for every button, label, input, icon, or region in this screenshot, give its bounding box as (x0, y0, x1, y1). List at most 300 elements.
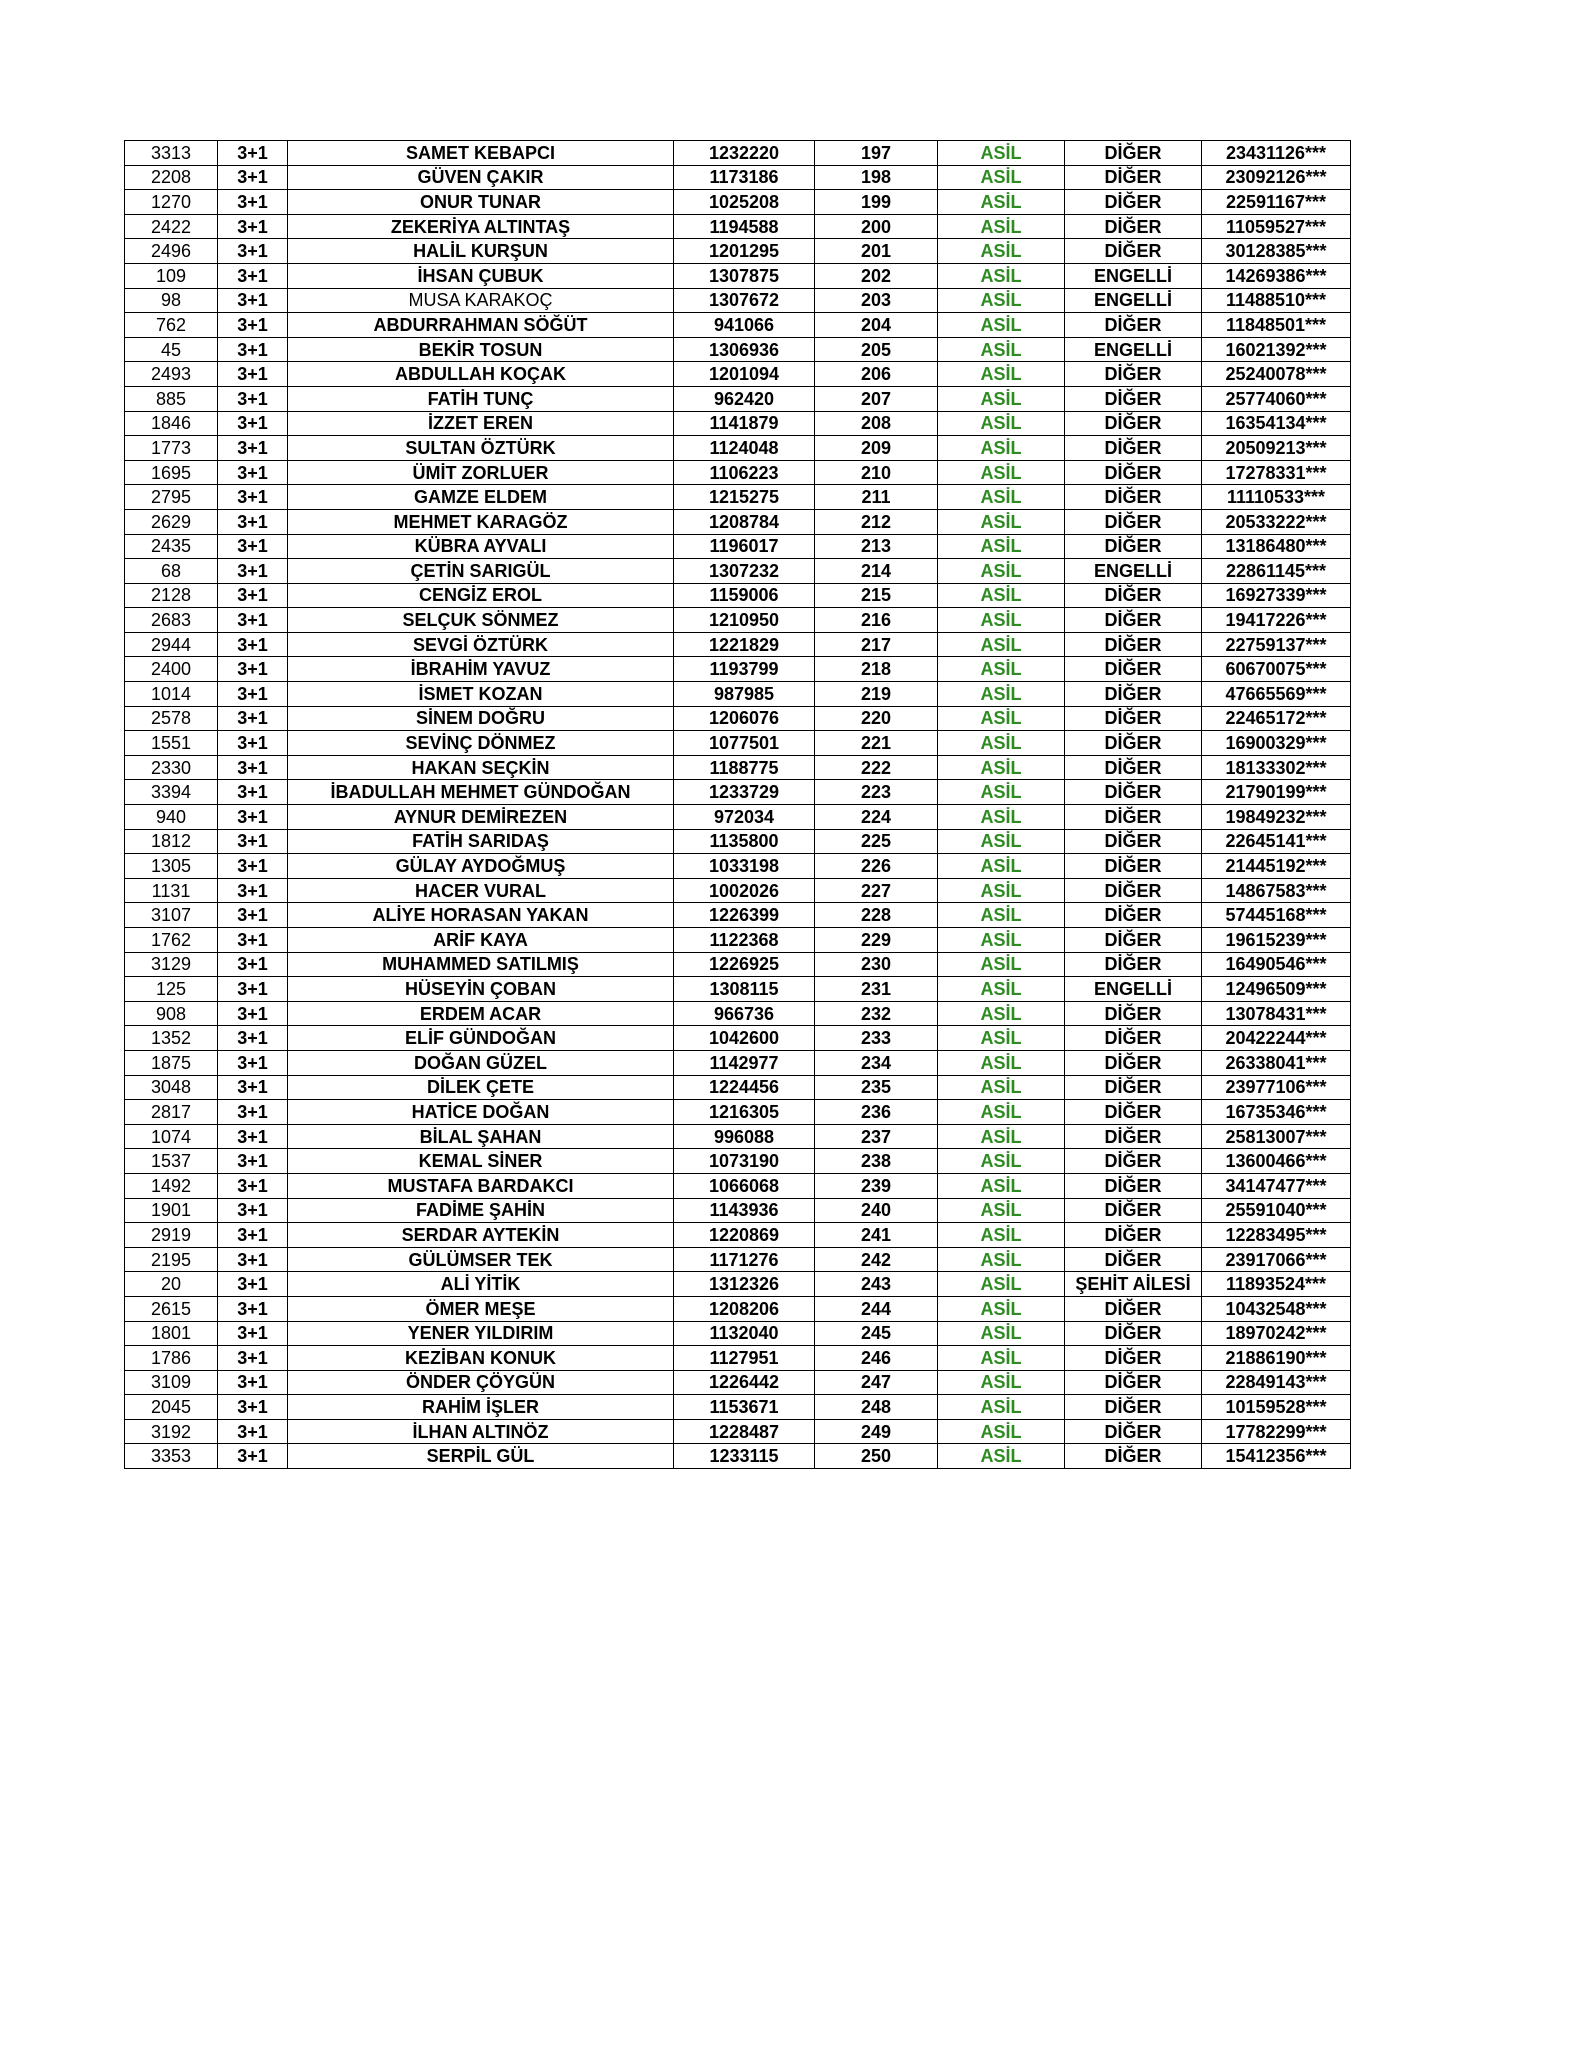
unit-type-cell: 3+1 (218, 1026, 288, 1051)
status-cell: ASİL (938, 165, 1065, 190)
sira-no-cell: 3313 (125, 141, 218, 166)
unit-type-cell: 3+1 (218, 657, 288, 682)
status-cell: ASİL (938, 509, 1065, 534)
order-no-cell: 210 (815, 460, 938, 485)
id-no-cell: 19417226*** (1202, 608, 1351, 633)
application-no-cell: 987985 (674, 682, 815, 707)
id-no-cell: 10432548*** (1202, 1296, 1351, 1321)
unit-type-cell: 3+1 (218, 977, 288, 1002)
sira-no-cell: 109 (125, 263, 218, 288)
name-cell: SEVGİ ÖZTÜRK (288, 632, 674, 657)
order-no-cell: 215 (815, 583, 938, 608)
id-no-cell: 22591167*** (1202, 190, 1351, 215)
order-no-cell: 245 (815, 1321, 938, 1346)
unit-type-cell: 3+1 (218, 1223, 288, 1248)
unit-type-cell: 3+1 (218, 903, 288, 928)
table-row (125, 1444, 1351, 1469)
quota-cell: DİĞER (1065, 509, 1202, 534)
sira-no-cell: 68 (125, 559, 218, 584)
quota-cell: DİĞER (1065, 411, 1202, 436)
application-no-cell: 1188775 (674, 755, 815, 780)
application-no-cell: 1226399 (674, 903, 815, 928)
unit-type-cell: 3+1 (218, 239, 288, 264)
order-no-cell: 248 (815, 1395, 938, 1420)
status-cell: ASİL (938, 288, 1065, 313)
unit-type-cell: 3+1 (218, 1075, 288, 1100)
name-cell: KÜBRA AYVALI (288, 534, 674, 559)
quota-cell: DİĞER (1065, 1346, 1202, 1371)
unit-type-cell: 3+1 (218, 141, 288, 166)
application-no-cell: 1033198 (674, 854, 815, 879)
order-no-cell: 209 (815, 436, 938, 461)
status-cell: ASİL (938, 952, 1065, 977)
status-cell: ASİL (938, 1100, 1065, 1125)
order-no-cell: 249 (815, 1419, 938, 1444)
unit-type-cell: 3+1 (218, 632, 288, 657)
id-no-cell: 21445192*** (1202, 854, 1351, 879)
unit-type-cell: 3+1 (218, 731, 288, 756)
unit-type-cell: 3+1 (218, 1100, 288, 1125)
quota-cell: DİĞER (1065, 1395, 1202, 1420)
name-cell: MUSTAFA BARDAKCI (288, 1173, 674, 1198)
id-no-cell: 47665569*** (1202, 682, 1351, 707)
id-no-cell: 19615239*** (1202, 928, 1351, 953)
order-no-cell: 212 (815, 509, 938, 534)
table-row (125, 755, 1351, 780)
id-no-cell: 22465172*** (1202, 706, 1351, 731)
quota-cell: DİĞER (1065, 1001, 1202, 1026)
quota-cell: DİĞER (1065, 854, 1202, 879)
status-cell: ASİL (938, 263, 1065, 288)
quota-cell: DİĞER (1065, 1124, 1202, 1149)
name-cell: İSMET KOZAN (288, 682, 674, 707)
sira-no-cell: 1846 (125, 411, 218, 436)
name-cell: SAMET KEBAPCI (288, 141, 674, 166)
id-no-cell: 23431126*** (1202, 141, 1351, 166)
table-body (125, 141, 1351, 1469)
quota-cell: DİĞER (1065, 239, 1202, 264)
status-cell: ASİL (938, 583, 1065, 608)
status-cell: ASİL (938, 706, 1065, 731)
status-cell: ASİL (938, 1050, 1065, 1075)
id-no-cell: 25240078*** (1202, 362, 1351, 387)
application-no-cell: 1127951 (674, 1346, 815, 1371)
application-no-cell: 1208206 (674, 1296, 815, 1321)
table-row (125, 436, 1351, 461)
unit-type-cell: 3+1 (218, 780, 288, 805)
application-no-cell: 1306936 (674, 337, 815, 362)
application-no-cell: 1073190 (674, 1149, 815, 1174)
application-no-cell: 1142977 (674, 1050, 815, 1075)
unit-type-cell: 3+1 (218, 829, 288, 854)
unit-type-cell: 3+1 (218, 559, 288, 584)
table-row (125, 1075, 1351, 1100)
unit-type-cell: 3+1 (218, 386, 288, 411)
id-no-cell: 25591040*** (1202, 1198, 1351, 1223)
quota-cell: DİĞER (1065, 362, 1202, 387)
application-no-cell: 1233115 (674, 1444, 815, 1469)
quota-cell: DİĞER (1065, 1247, 1202, 1272)
name-cell: GÜLÜMSER TEK (288, 1247, 674, 1272)
quota-cell: DİĞER (1065, 1149, 1202, 1174)
name-cell: İBRAHİM YAVUZ (288, 657, 674, 682)
application-no-cell: 1206076 (674, 706, 815, 731)
application-no-cell: 1025208 (674, 190, 815, 215)
sira-no-cell: 3353 (125, 1444, 218, 1469)
name-cell: FATİH SARIDAŞ (288, 829, 674, 854)
unit-type-cell: 3+1 (218, 313, 288, 338)
id-no-cell: 16354134*** (1202, 411, 1351, 436)
sira-no-cell: 3129 (125, 952, 218, 977)
id-no-cell: 12496509*** (1202, 977, 1351, 1002)
table-row (125, 952, 1351, 977)
application-no-cell: 1201295 (674, 239, 815, 264)
unit-type-cell: 3+1 (218, 1419, 288, 1444)
unit-type-cell: 3+1 (218, 608, 288, 633)
application-no-cell: 1216305 (674, 1100, 815, 1125)
id-no-cell: 14867583*** (1202, 878, 1351, 903)
status-cell: ASİL (938, 632, 1065, 657)
application-no-cell: 1124048 (674, 436, 815, 461)
sira-no-cell: 1801 (125, 1321, 218, 1346)
name-cell: MEHMET KARAGÖZ (288, 509, 674, 534)
unit-type-cell: 3+1 (218, 534, 288, 559)
name-cell: BEKİR TOSUN (288, 337, 674, 362)
table-row (125, 1346, 1351, 1371)
quota-cell: DİĞER (1065, 534, 1202, 559)
id-no-cell: 21790199*** (1202, 780, 1351, 805)
application-no-cell: 1153671 (674, 1395, 815, 1420)
sira-no-cell: 20 (125, 1272, 218, 1297)
unit-type-cell: 3+1 (218, 288, 288, 313)
application-no-cell: 1228487 (674, 1419, 815, 1444)
sira-no-cell: 2944 (125, 632, 218, 657)
table-row (125, 1419, 1351, 1444)
quota-cell: DİĞER (1065, 928, 1202, 953)
sira-no-cell: 3048 (125, 1075, 218, 1100)
table-row (125, 878, 1351, 903)
sira-no-cell: 1492 (125, 1173, 218, 1198)
table-row (125, 141, 1351, 166)
unit-type-cell: 3+1 (218, 1444, 288, 1469)
unit-type-cell: 3+1 (218, 1198, 288, 1223)
name-cell: HÜSEYİN ÇOBAN (288, 977, 674, 1002)
status-cell: ASİL (938, 239, 1065, 264)
sira-no-cell: 2493 (125, 362, 218, 387)
name-cell: ZEKERİYA ALTINTAŞ (288, 214, 674, 239)
status-cell: ASİL (938, 1124, 1065, 1149)
id-no-cell: 11110533*** (1202, 485, 1351, 510)
table-row (125, 854, 1351, 879)
status-cell: ASİL (938, 1026, 1065, 1051)
id-no-cell: 19849232*** (1202, 805, 1351, 830)
id-no-cell: 10159528*** (1202, 1395, 1351, 1420)
unit-type-cell: 3+1 (218, 682, 288, 707)
id-no-cell: 16735346*** (1202, 1100, 1351, 1125)
unit-type-cell: 3+1 (218, 362, 288, 387)
application-no-cell: 1312326 (674, 1272, 815, 1297)
sira-no-cell: 2195 (125, 1247, 218, 1272)
status-cell: ASİL (938, 829, 1065, 854)
status-cell: ASİL (938, 878, 1065, 903)
sira-no-cell: 1537 (125, 1149, 218, 1174)
id-no-cell: 20422244*** (1202, 1026, 1351, 1051)
sira-no-cell: 2578 (125, 706, 218, 731)
order-no-cell: 222 (815, 755, 938, 780)
status-cell: ASİL (938, 903, 1065, 928)
table-row (125, 977, 1351, 1002)
quota-cell: DİĞER (1065, 313, 1202, 338)
sira-no-cell: 1875 (125, 1050, 218, 1075)
status-cell: ASİL (938, 1444, 1065, 1469)
name-cell: KEZİBAN KONUK (288, 1346, 674, 1371)
order-no-cell: 197 (815, 141, 938, 166)
order-no-cell: 205 (815, 337, 938, 362)
order-no-cell: 208 (815, 411, 938, 436)
name-cell: ALİYE HORASAN YAKAN (288, 903, 674, 928)
order-no-cell: 199 (815, 190, 938, 215)
table-row (125, 534, 1351, 559)
table-row (125, 1272, 1351, 1297)
name-cell: SEVİNÇ DÖNMEZ (288, 731, 674, 756)
name-cell: AYNUR DEMİREZEN (288, 805, 674, 830)
application-no-cell: 962420 (674, 386, 815, 411)
order-no-cell: 228 (815, 903, 938, 928)
order-no-cell: 242 (815, 1247, 938, 1272)
name-cell: SİNEM DOĞRU (288, 706, 674, 731)
unit-type-cell: 3+1 (218, 1321, 288, 1346)
name-cell: ELİF GÜNDOĞAN (288, 1026, 674, 1051)
id-no-cell: 11059527*** (1202, 214, 1351, 239)
sira-no-cell: 3394 (125, 780, 218, 805)
name-cell: GAMZE ELDEM (288, 485, 674, 510)
unit-type-cell: 3+1 (218, 1124, 288, 1149)
status-cell: ASİL (938, 731, 1065, 756)
name-cell: ALİ YİTİK (288, 1272, 674, 1297)
status-cell: ASİL (938, 313, 1065, 338)
name-cell: SERDAR AYTEKİN (288, 1223, 674, 1248)
name-cell: ÖNDER ÇÖYGÜN (288, 1370, 674, 1395)
id-no-cell: 11893524*** (1202, 1272, 1351, 1297)
status-cell: ASİL (938, 1001, 1065, 1026)
id-no-cell: 15412356*** (1202, 1444, 1351, 1469)
table-row (125, 337, 1351, 362)
table-row (125, 928, 1351, 953)
quota-cell: DİĞER (1065, 1173, 1202, 1198)
order-no-cell: 201 (815, 239, 938, 264)
table-row (125, 805, 1351, 830)
application-no-cell: 1194588 (674, 214, 815, 239)
status-cell: ASİL (938, 854, 1065, 879)
table-row (125, 313, 1351, 338)
order-no-cell: 224 (815, 805, 938, 830)
quota-cell: DİĞER (1065, 903, 1202, 928)
status-cell: ASİL (938, 1296, 1065, 1321)
sira-no-cell: 2629 (125, 509, 218, 534)
sira-no-cell: 2919 (125, 1223, 218, 1248)
order-no-cell: 231 (815, 977, 938, 1002)
id-no-cell: 12283495*** (1202, 1223, 1351, 1248)
unit-type-cell: 3+1 (218, 1173, 288, 1198)
order-no-cell: 200 (815, 214, 938, 239)
application-no-cell: 1221829 (674, 632, 815, 657)
application-no-cell: 1143936 (674, 1198, 815, 1223)
order-no-cell: 250 (815, 1444, 938, 1469)
quota-cell: DİĞER (1065, 1321, 1202, 1346)
quota-cell: DİĞER (1065, 485, 1202, 510)
application-no-cell: 1208784 (674, 509, 815, 534)
status-cell: ASİL (938, 780, 1065, 805)
quota-cell: ENGELLİ (1065, 263, 1202, 288)
status-cell: ASİL (938, 805, 1065, 830)
sira-no-cell: 1305 (125, 854, 218, 879)
quota-cell: DİĞER (1065, 1100, 1202, 1125)
sira-no-cell: 2400 (125, 657, 218, 682)
sira-no-cell: 3192 (125, 1419, 218, 1444)
name-cell: İLHAN ALTINÖZ (288, 1419, 674, 1444)
quota-cell: DİĞER (1065, 1026, 1202, 1051)
id-no-cell: 23977106*** (1202, 1075, 1351, 1100)
table-row (125, 608, 1351, 633)
application-no-cell: 1173186 (674, 165, 815, 190)
quota-cell: DİĞER (1065, 829, 1202, 854)
sira-no-cell: 98 (125, 288, 218, 313)
status-cell: ASİL (938, 214, 1065, 239)
status-cell: ASİL (938, 141, 1065, 166)
application-no-cell: 1106223 (674, 460, 815, 485)
status-cell: ASİL (938, 436, 1065, 461)
table-row (125, 239, 1351, 264)
status-cell: ASİL (938, 485, 1065, 510)
id-no-cell: 60670075*** (1202, 657, 1351, 682)
unit-type-cell: 3+1 (218, 485, 288, 510)
quota-cell: DİĞER (1065, 682, 1202, 707)
order-no-cell: 220 (815, 706, 938, 731)
id-no-cell: 16927339*** (1202, 583, 1351, 608)
results-table (124, 140, 1351, 1469)
quota-cell: DİĞER (1065, 878, 1202, 903)
table-row (125, 263, 1351, 288)
status-cell: ASİL (938, 534, 1065, 559)
table-row (125, 780, 1351, 805)
table-row (125, 903, 1351, 928)
application-no-cell: 1193799 (674, 657, 815, 682)
order-no-cell: 230 (815, 952, 938, 977)
order-no-cell: 237 (815, 1124, 938, 1149)
name-cell: GÜLAY AYDOĞMUŞ (288, 854, 674, 879)
table-row (125, 1050, 1351, 1075)
sira-no-cell: 1131 (125, 878, 218, 903)
unit-type-cell: 3+1 (218, 1050, 288, 1075)
table-row (125, 1321, 1351, 1346)
order-no-cell: 225 (815, 829, 938, 854)
name-cell: ERDEM ACAR (288, 1001, 674, 1026)
status-cell: ASİL (938, 1272, 1065, 1297)
quota-cell: DİĞER (1065, 1223, 1202, 1248)
sira-no-cell: 2330 (125, 755, 218, 780)
table-row (125, 1100, 1351, 1125)
sira-no-cell: 1014 (125, 682, 218, 707)
unit-type-cell: 3+1 (218, 1149, 288, 1174)
sira-no-cell: 3109 (125, 1370, 218, 1395)
quota-cell: DİĞER (1065, 583, 1202, 608)
quota-cell: ENGELLİ (1065, 288, 1202, 313)
application-no-cell: 1210950 (674, 608, 815, 633)
sira-no-cell: 3107 (125, 903, 218, 928)
table-row (125, 460, 1351, 485)
order-no-cell: 234 (815, 1050, 938, 1075)
application-no-cell: 1135800 (674, 829, 815, 854)
id-no-cell: 23917066*** (1202, 1247, 1351, 1272)
table-row (125, 1001, 1351, 1026)
status-cell: ASİL (938, 386, 1065, 411)
id-no-cell: 34147477*** (1202, 1173, 1351, 1198)
status-cell: ASİL (938, 682, 1065, 707)
name-cell: HALİL KURŞUN (288, 239, 674, 264)
name-cell: ÇETİN SARIGÜL (288, 559, 674, 584)
name-cell: RAHİM İŞLER (288, 1395, 674, 1420)
unit-type-cell: 3+1 (218, 337, 288, 362)
status-cell: ASİL (938, 1173, 1065, 1198)
unit-type-cell: 3+1 (218, 952, 288, 977)
status-cell: ASİL (938, 1321, 1065, 1346)
status-cell: ASİL (938, 1149, 1065, 1174)
name-cell: İHSAN ÇUBUK (288, 263, 674, 288)
quota-cell: DİĞER (1065, 706, 1202, 731)
order-no-cell: 206 (815, 362, 938, 387)
quota-cell: DİĞER (1065, 632, 1202, 657)
table-row (125, 559, 1351, 584)
status-cell: ASİL (938, 928, 1065, 953)
name-cell: YENER YILDIRIM (288, 1321, 674, 1346)
application-no-cell: 1077501 (674, 731, 815, 756)
id-no-cell: 21886190*** (1202, 1346, 1351, 1371)
quota-cell: DİĞER (1065, 1075, 1202, 1100)
name-cell: DİLEK ÇETE (288, 1075, 674, 1100)
sira-no-cell: 908 (125, 1001, 218, 1026)
table-row (125, 682, 1351, 707)
application-no-cell: 1201094 (674, 362, 815, 387)
unit-type-cell: 3+1 (218, 854, 288, 879)
quota-cell: ENGELLİ (1065, 977, 1202, 1002)
order-no-cell: 233 (815, 1026, 938, 1051)
quota-cell: DİĞER (1065, 1198, 1202, 1223)
quota-cell: DİĞER (1065, 805, 1202, 830)
name-cell: ÖMER MEŞE (288, 1296, 674, 1321)
quota-cell: DİĞER (1065, 1370, 1202, 1395)
status-cell: ASİL (938, 559, 1065, 584)
quota-cell: DİĞER (1065, 1050, 1202, 1075)
application-no-cell: 1226442 (674, 1370, 815, 1395)
name-cell: HACER VURAL (288, 878, 674, 903)
name-cell: ABDULLAH KOÇAK (288, 362, 674, 387)
table-row (125, 1173, 1351, 1198)
id-no-cell: 18970242*** (1202, 1321, 1351, 1346)
sira-no-cell: 2615 (125, 1296, 218, 1321)
application-no-cell: 996088 (674, 1124, 815, 1149)
id-no-cell: 13186480*** (1202, 534, 1351, 559)
order-no-cell: 240 (815, 1198, 938, 1223)
id-no-cell: 11488510*** (1202, 288, 1351, 313)
application-no-cell: 972034 (674, 805, 815, 830)
table-row (125, 731, 1351, 756)
table-row (125, 509, 1351, 534)
table-row (125, 632, 1351, 657)
sira-no-cell: 2045 (125, 1395, 218, 1420)
name-cell: SULTAN ÖZTÜRK (288, 436, 674, 461)
table-row (125, 190, 1351, 215)
sira-no-cell: 940 (125, 805, 218, 830)
